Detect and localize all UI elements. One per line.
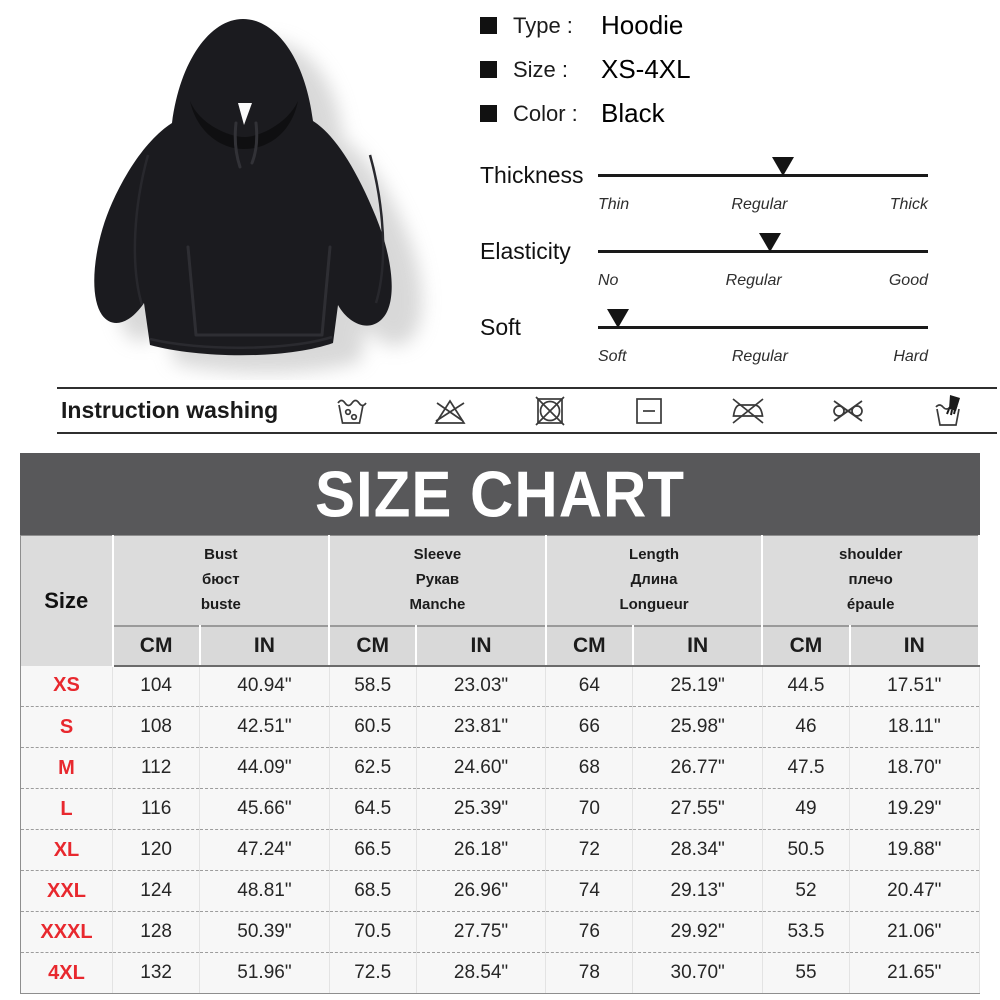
table-row bbox=[21, 912, 980, 953]
group-line: плечо bbox=[848, 570, 893, 588]
scale-label-left: No bbox=[598, 272, 619, 289]
table-row bbox=[21, 666, 980, 707]
group-line: Longueur bbox=[619, 595, 689, 613]
size-cell: 4XL bbox=[21, 953, 113, 994]
size-chart-banner bbox=[20, 453, 980, 535]
group-line: Sleeve bbox=[413, 546, 462, 564]
spec-value: Hoodie bbox=[601, 10, 684, 40]
value-cell: 21.65" bbox=[850, 953, 979, 994]
value-cell: 76 bbox=[546, 912, 633, 953]
value-cell: 104 bbox=[113, 666, 200, 707]
value-cell: 47.5 bbox=[762, 748, 849, 789]
value-cell: 28.34" bbox=[633, 830, 762, 871]
scale-name: Thickness bbox=[480, 161, 584, 188]
value-cell: 49 bbox=[762, 789, 849, 830]
scale-label-mid: Regular bbox=[725, 272, 782, 289]
value-cell: 45.66" bbox=[200, 789, 329, 830]
value-cell: 51.96" bbox=[200, 953, 329, 994]
unit-cm: CM bbox=[329, 626, 416, 666]
value-cell: 124 bbox=[113, 871, 200, 912]
spec-type bbox=[480, 10, 980, 41]
value-cell: 58.5 bbox=[329, 666, 416, 707]
value-cell: 27.55" bbox=[633, 789, 762, 830]
no-wring-icon bbox=[830, 393, 866, 429]
scale-thickness bbox=[480, 163, 980, 239]
scale-label-right: Good bbox=[888, 272, 928, 289]
unit-in: IN bbox=[850, 626, 979, 666]
value-cell: 116 bbox=[113, 789, 200, 830]
value-cell: 26.77" bbox=[633, 748, 762, 789]
spec-label: Type : bbox=[513, 12, 573, 38]
value-cell: 19.29" bbox=[850, 789, 979, 830]
size-cell: XS bbox=[21, 666, 113, 707]
group-line: buste bbox=[200, 595, 241, 613]
value-cell: 66 bbox=[546, 707, 633, 748]
value-cell: 132 bbox=[113, 953, 200, 994]
value-cell: 40.94" bbox=[200, 666, 329, 707]
table-row bbox=[21, 748, 980, 789]
product-image-hoodie bbox=[30, 5, 470, 380]
value-cell: 66.5 bbox=[329, 830, 416, 871]
value-cell: 27.75" bbox=[416, 912, 545, 953]
value-cell: 53.5 bbox=[762, 912, 849, 953]
washing-icons bbox=[333, 392, 997, 430]
value-cell: 28.54" bbox=[416, 953, 545, 994]
no-bleach-icon bbox=[432, 393, 468, 429]
value-cell: 108 bbox=[113, 707, 200, 748]
dry-flat-icon bbox=[631, 393, 667, 429]
group-sleeve bbox=[329, 536, 546, 626]
spec-color bbox=[480, 98, 980, 129]
unit-in: IN bbox=[200, 626, 329, 666]
size-cell: S bbox=[21, 707, 113, 748]
value-cell: 47.24" bbox=[200, 830, 329, 871]
spec-value: Black bbox=[601, 98, 665, 128]
value-cell: 78 bbox=[546, 953, 633, 994]
square-bullet-icon bbox=[480, 61, 497, 78]
header-unit-row bbox=[21, 626, 980, 666]
spec-size bbox=[480, 54, 980, 85]
unit-cm: CM bbox=[546, 626, 633, 666]
unit-in: IN bbox=[416, 626, 545, 666]
group-bust bbox=[113, 536, 330, 626]
value-cell: 23.81" bbox=[416, 707, 545, 748]
value-cell: 19.88" bbox=[850, 830, 979, 871]
size-chart-title: SIZE CHART bbox=[315, 457, 685, 531]
scale-track bbox=[598, 326, 928, 329]
value-cell: 55 bbox=[762, 953, 849, 994]
hoodie-illustration bbox=[30, 5, 470, 380]
value-cell: 50.39" bbox=[200, 912, 329, 953]
size-table bbox=[20, 535, 980, 994]
group-shoulder bbox=[762, 536, 979, 626]
table-row bbox=[21, 789, 980, 830]
product-info bbox=[480, 10, 980, 391]
value-cell: 23.03" bbox=[416, 666, 545, 707]
value-cell: 52 bbox=[762, 871, 849, 912]
scale-name: Soft bbox=[480, 313, 521, 340]
value-cell: 128 bbox=[113, 912, 200, 953]
size-cell: XXXL bbox=[21, 912, 113, 953]
value-cell: 21.06" bbox=[850, 912, 979, 953]
scale-marker bbox=[759, 233, 781, 252]
value-cell: 25.39" bbox=[416, 789, 545, 830]
value-cell: 72.5 bbox=[329, 953, 416, 994]
unit-cm: CM bbox=[113, 626, 200, 666]
group-line: épaule bbox=[846, 595, 895, 613]
scale-label-mid: Regular bbox=[731, 196, 788, 213]
value-cell: 29.13" bbox=[633, 871, 762, 912]
value-cell: 68 bbox=[546, 748, 633, 789]
value-cell: 72 bbox=[546, 830, 633, 871]
value-cell: 64.5 bbox=[329, 789, 416, 830]
size-header-cell: Size bbox=[21, 536, 113, 666]
value-cell: 44.09" bbox=[200, 748, 329, 789]
unit-cm: CM bbox=[762, 626, 849, 666]
value-cell: 30.70" bbox=[633, 953, 762, 994]
square-bullet-icon bbox=[480, 17, 497, 34]
group-line: Рукав bbox=[415, 570, 460, 588]
scale-track bbox=[598, 174, 928, 177]
value-cell: 48.81" bbox=[200, 871, 329, 912]
value-cell: 26.96" bbox=[416, 871, 545, 912]
size-table-body bbox=[21, 666, 980, 994]
hand-wash-icon bbox=[929, 392, 967, 430]
unit-in: IN bbox=[633, 626, 762, 666]
value-cell: 18.11" bbox=[850, 707, 979, 748]
spec-label: Color : bbox=[513, 100, 578, 126]
table-row bbox=[21, 707, 980, 748]
value-cell: 25.98" bbox=[633, 707, 762, 748]
spec-value: XS-4XL bbox=[601, 54, 691, 84]
group-line: Manche bbox=[409, 595, 466, 613]
value-cell: 24.60" bbox=[416, 748, 545, 789]
value-cell: 70 bbox=[546, 789, 633, 830]
washing-title: Instruction washing bbox=[61, 397, 279, 423]
washing-instructions-bar bbox=[57, 387, 997, 434]
value-cell: 46 bbox=[762, 707, 849, 748]
value-cell: 29.92" bbox=[633, 912, 762, 953]
scale-elasticity bbox=[480, 239, 980, 315]
value-cell: 44.5 bbox=[762, 666, 849, 707]
group-length bbox=[546, 536, 763, 626]
size-cell: XXL bbox=[21, 871, 113, 912]
scale-label-right: Hard bbox=[893, 348, 928, 365]
table-row bbox=[21, 953, 980, 994]
header-group-row bbox=[21, 536, 980, 626]
value-cell: 17.51" bbox=[850, 666, 979, 707]
value-cell: 68.5 bbox=[329, 871, 416, 912]
square-bullet-icon bbox=[480, 105, 497, 122]
value-cell: 26.18" bbox=[416, 830, 545, 871]
scale-track bbox=[598, 250, 928, 253]
group-line: shoulder bbox=[839, 546, 903, 564]
value-cell: 50.5 bbox=[762, 830, 849, 871]
scale-soft bbox=[480, 315, 980, 391]
no-iron-icon bbox=[730, 393, 766, 429]
value-cell: 112 bbox=[113, 748, 200, 789]
size-cell: XL bbox=[21, 830, 113, 871]
value-cell: 25.19" bbox=[633, 666, 762, 707]
value-cell: 74 bbox=[546, 871, 633, 912]
value-cell: 60.5 bbox=[329, 707, 416, 748]
scale-label-left: Soft bbox=[598, 348, 627, 365]
value-cell: 120 bbox=[113, 830, 200, 871]
table-row bbox=[21, 871, 980, 912]
group-line: бюст bbox=[202, 570, 240, 588]
value-cell: 18.70" bbox=[850, 748, 979, 789]
group-line: Bust bbox=[204, 546, 238, 564]
scale-label-mid: Regular bbox=[731, 348, 788, 365]
scale-marker bbox=[772, 157, 794, 176]
attribute-scales bbox=[480, 163, 980, 391]
value-cell: 70.5 bbox=[329, 912, 416, 953]
machine-wash-icon bbox=[333, 393, 369, 429]
value-cell: 20.47" bbox=[850, 871, 979, 912]
scale-label-left: Thin bbox=[598, 196, 630, 213]
spec-label: Size : bbox=[513, 56, 569, 82]
scale-label-right: Thick bbox=[889, 196, 928, 213]
group-line: Length bbox=[629, 546, 680, 564]
size-cell: L bbox=[21, 789, 113, 830]
scale-name: Elasticity bbox=[480, 237, 571, 264]
value-cell: 64 bbox=[546, 666, 633, 707]
size-cell: M bbox=[21, 748, 113, 789]
group-line: Длина bbox=[630, 570, 678, 588]
value-cell: 62.5 bbox=[329, 748, 416, 789]
scale-marker bbox=[607, 309, 629, 328]
no-tumble-dry-icon bbox=[532, 393, 568, 429]
table-row bbox=[21, 830, 980, 871]
value-cell: 42.51" bbox=[200, 707, 329, 748]
